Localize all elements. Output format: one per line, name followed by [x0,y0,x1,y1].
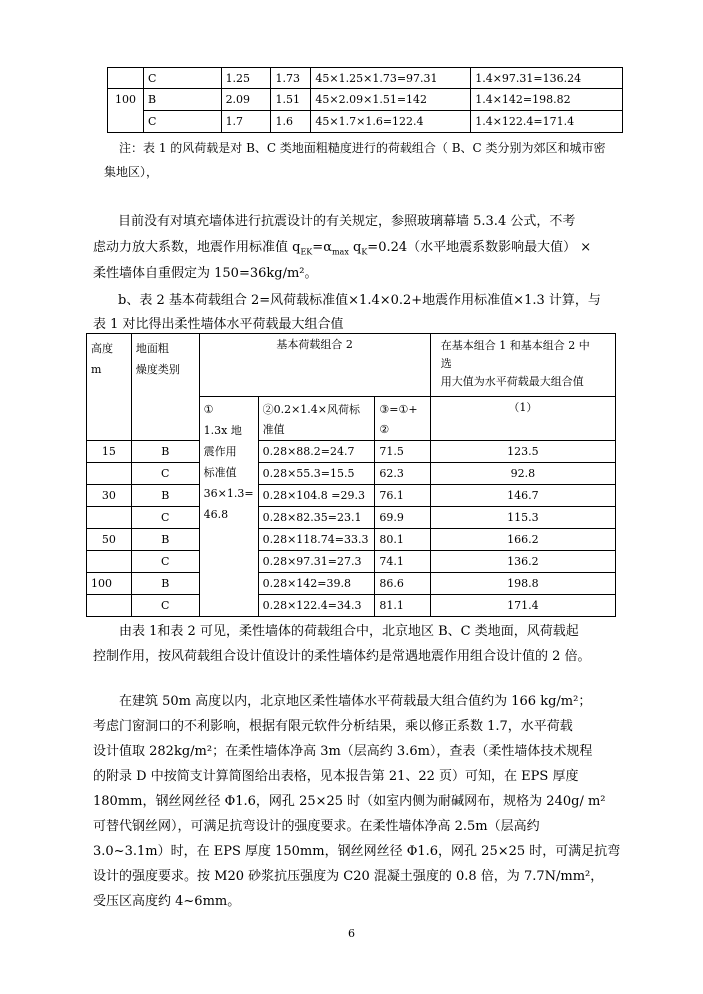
table-row [87,551,616,573]
subscript: max [331,247,349,257]
cell-text: 46.8 [203,508,229,521]
value-cell: 1.51 [271,89,311,111]
height-cell: 100 [87,573,132,595]
header-text: m [91,363,102,376]
calc-cell: 45×2.09×1.51=142 [311,89,471,111]
table-row [87,529,616,551]
cell-text: ② [379,423,390,436]
wind-cell: 0.28×118.74=33.3 [258,529,375,551]
header-row [87,334,616,397]
paragraph-line: 表 1 对比得出柔性墙体水平荷载最大组合值 [93,317,344,332]
table-row [87,573,616,595]
table-row [87,595,616,617]
paragraph-line: 受压区高度约 4~6mm。 [93,894,241,909]
table-row [108,89,623,111]
paragraph-line: 设计值取 282kg/m²；在柔性墙体净高 3m（层高约 3.6m），查表（柔性墙体技术规程 [93,744,593,759]
height-cell: 15 [87,441,132,463]
wind-subheader [258,397,375,441]
result-cell: 1.4×142=198.82 [471,89,623,111]
max-cell: 171.4 [430,595,615,617]
table-row [87,485,616,507]
wind-cell: 0.28×88.2=24.7 [258,441,375,463]
header-text: 选 [440,357,452,370]
page-number: 6 [348,927,355,940]
paragraph-line: 180mm，钢丝网丝径 Φ1.6，网孔 25×25 时（如室内侧为耐碱网布，规格为 240g/ m² [93,794,606,809]
height-cell [87,595,132,617]
sum-cell: 74.1 [375,551,430,573]
max-cell: 166.2 [430,529,615,551]
sum-cell: 86.6 [375,573,430,595]
wind-cell: 0.28×122.4=34.3 [258,595,375,617]
value-cell: 1.25 [221,68,271,89]
sum-cell: 81.1 [375,595,430,617]
paragraph-line: b、表 2 基本荷载组合 2=风荷载标准值×1.4×0.2+地震作用标准值×1.3 计算，与 [118,293,601,308]
wind-cell: 0.28×55.3=15.5 [258,463,375,485]
table-note-line: 注：表 1 的风荷载是对 B、C 类地面粗糙度进行的荷载组合（ B、C 类分别为郊区和城市密 [119,141,606,155]
table-row [87,463,616,485]
result-cell: 1.4×122.4=171.4 [471,111,623,133]
calc-cell: 45×1.7×1.6=122.4 [311,111,471,133]
cell-text: ③=①+ [379,403,418,416]
sum-cell: 69.9 [375,507,430,529]
sum-subheader [375,397,430,441]
cell-text: ②0.2×1.4×风荷标 [262,403,360,416]
roughness-cell: B [131,441,199,463]
wind-cell: 0.28×82.35=23.1 [258,507,375,529]
subscript: EK [300,247,313,257]
table-note-line: 集地区）， [104,165,159,179]
roughness-cell: C [131,463,199,485]
value-cell: 2.09 [221,89,271,111]
header-text: 燥度类别 [135,363,180,376]
header-text: 用大值为水平荷载最大组合值 [440,375,584,388]
roughness-cell: C [131,595,199,617]
value-cell: 1.73 [271,68,311,89]
result-cell: 1.4×97.31=136.24 [471,68,623,89]
basic-combo-header: 基本荷载组合 2 [199,334,430,397]
paragraph-line: 控制作用，按风荷载组合设计值设计的柔性墙体约是常遇地震作用组合设计值的 2 倍。 [93,649,591,664]
height-cell: 100 [108,89,144,111]
height-cell: 30 [87,485,132,507]
paragraph-line: 可替代钢丝网），可满足抗弯设计的强度要求。在柔性墙体净高 2.5m（层高约 [93,819,540,834]
sum-cell: 80.1 [375,529,430,551]
table-row [87,441,616,463]
header-text: 高度 [91,342,113,355]
height-cell: 50 [87,529,132,551]
roughness-cell: B [131,529,199,551]
text-run: =0.24（水平地震系数影响最大值） × [367,240,592,255]
table-row [87,507,616,529]
paragraph-line: 3.0~3.1m）时，在 EPS 厚度 150mm，钢丝网丝径 Φ1.6，网孔 25×25 时，可满足抗弯 [93,844,621,859]
roughness-cell: B [131,485,199,507]
sum-cell: 71.5 [375,441,430,463]
wind-cell: 0.28×97.31=27.3 [258,551,375,573]
cell-text: 1.3x 地 [203,424,242,437]
subscript: K [361,247,368,257]
max-subheader: （1） [430,397,615,441]
seismic-value-cell [199,397,258,617]
height-header [87,334,132,441]
height-cell [108,111,144,133]
max-cell: 92.8 [430,463,615,485]
text-run: q [348,240,362,255]
max-cell: 115.3 [430,507,615,529]
table-row [108,68,623,89]
value-cell: 1.7 [221,111,271,133]
paragraph-line: 设计的强度要求。按 M20 砂浆抗压强度为 C20 混凝土强度的 0.8 倍，为 7.7N/mm²， [93,869,604,884]
header-text: 在基本组合 1 和基本组合 2 中 [440,339,590,352]
paragraph-line: 考虑门窗洞口的不利影响，根据有限元软件分析结果，乘以修正系数 1.7，水平荷载 [93,719,573,734]
table-1 [107,67,623,133]
sum-cell: 76.1 [375,485,430,507]
height-cell [108,68,144,89]
max-cell: 136.2 [430,551,615,573]
header-text: 地面粗 [135,342,169,355]
cell-text: 36×1.3= [203,487,254,500]
roughness-cell: C [131,507,199,529]
roughness-cell: C [143,111,221,133]
paragraph-line: 柔性墙体自重假定为 150=36kg/m²。 [93,266,318,281]
height-cell [87,551,132,573]
value-cell: 1.6 [271,111,311,133]
text-run: =α [312,240,332,255]
roughness-cell: C [131,551,199,573]
max-cell: 198.8 [430,573,615,595]
calc-cell: 45×1.25×1.73=97.31 [311,68,471,89]
cell-text: 准值 [262,423,285,436]
cell-text: ① [203,403,214,416]
height-cell [87,507,132,529]
max-combo-header [430,334,615,397]
wind-cell: 0.28×104.8 =29.3 [258,485,375,507]
height-cell [87,463,132,485]
table-row [108,111,623,133]
roughness-header [131,334,199,441]
paragraph-line: 的附录 D 中按简支计算简图给出表格，见本报告第 21、22 页）可知，在 EPS 厚度 [93,769,579,784]
max-cell: 123.5 [430,441,615,463]
table-2 [86,333,616,617]
paragraph-line: 在建筑 50m 高度以内，北京地区柔性墙体水平荷载最大组合值约为 166 kg/m²； [119,694,592,709]
paragraph-line: 目前没有对填充墙体进行抗震设计的有关规定，参照玻璃幕墙 5.3.4 公式，不考 [118,214,576,229]
roughness-cell: B [143,89,221,111]
roughness-cell: B [131,573,199,595]
cell-text: 标准值 [203,466,237,479]
sum-cell: 62.3 [375,463,430,485]
wind-cell: 0.28×142=39.8 [258,573,375,595]
cell-text: 震作用 [203,445,237,458]
text-run: 虑动力放大系数，地震作用标准值 q [93,240,301,255]
max-cell: 146.7 [430,485,615,507]
roughness-cell: C [143,68,221,89]
paragraph-line: 由表 1和表 2 可见，柔性墙体的荷载组合中，北京地区 B、C 类地面，风荷载起 [119,624,579,639]
